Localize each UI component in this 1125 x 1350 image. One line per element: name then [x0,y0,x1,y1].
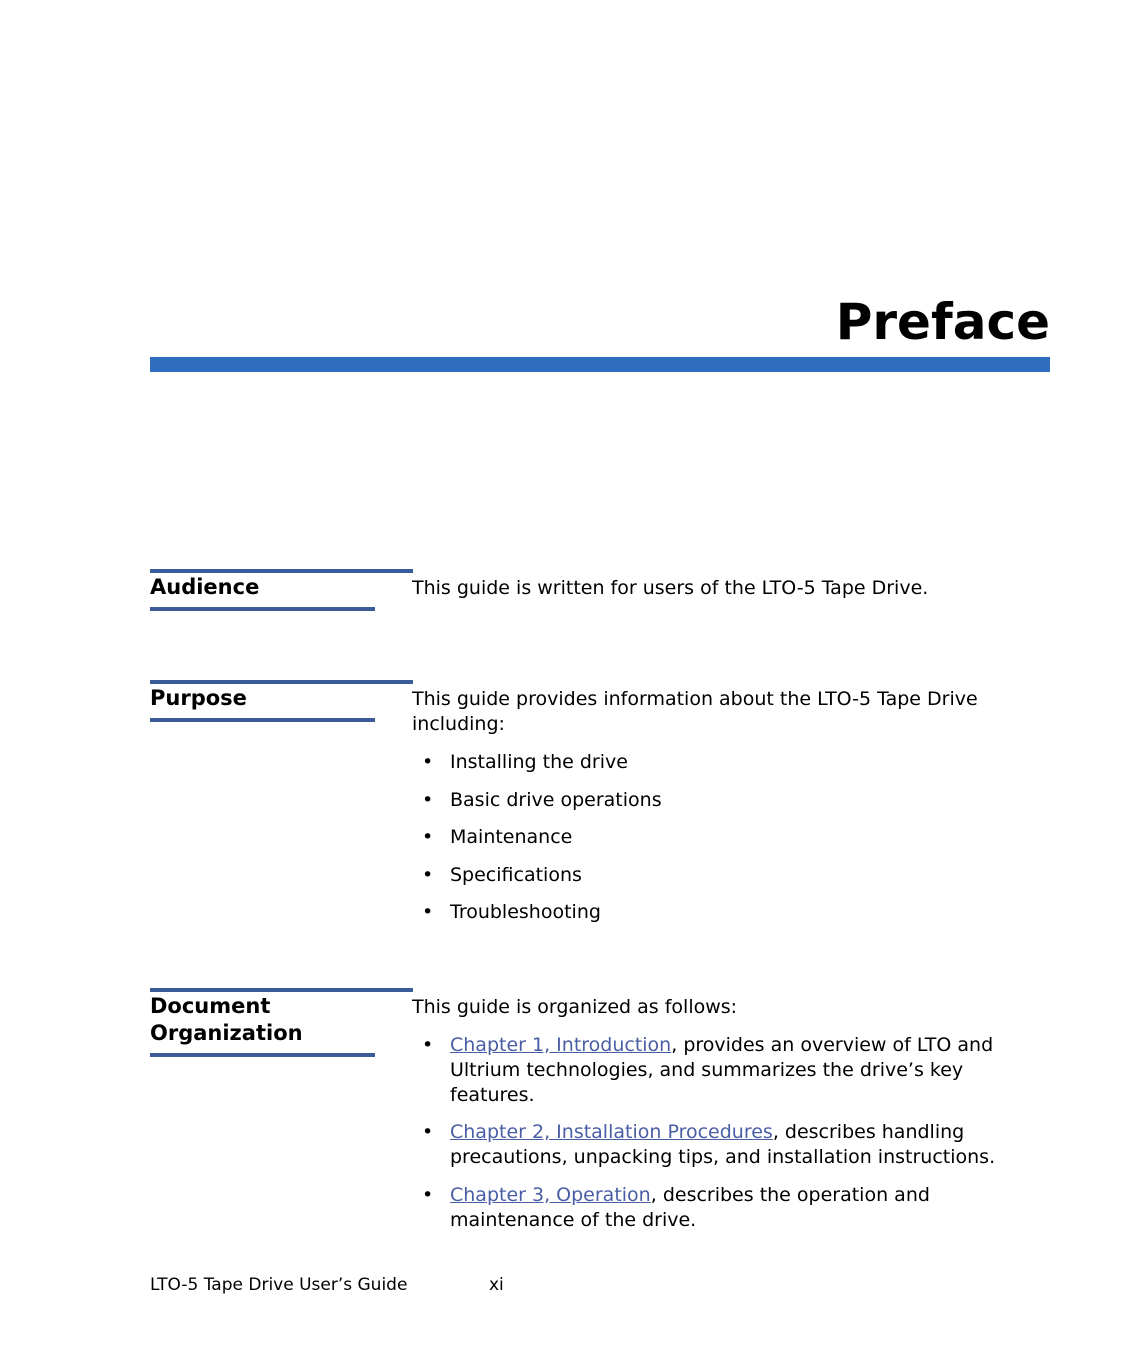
purpose-heading: Purpose [150,686,247,710]
bullet-icon: • [422,901,434,923]
title-bar [150,357,1050,372]
list-item-text: , describes the operation and maintenance of the drive. [450,1183,930,1231]
organization-body [412,995,1052,1233]
list-item-text: , describes handling precautions, unpacking tips, and installation instructions. [450,1121,996,1168]
purpose-list [412,750,1052,925]
list-item [412,1183,1052,1233]
list-item [412,825,1052,850]
audience-top-rule [150,569,413,573]
list-item-text: Basic drive operations [450,788,662,811]
list-item [412,1033,1052,1108]
list-item [412,1120,1052,1170]
list-item-text: Installing the drive [450,751,628,773]
organization-heading-line2: Organization [150,1021,303,1045]
organization-list [412,1033,1052,1233]
organization-top-rule [150,988,413,992]
bullet-icon: • [422,1183,434,1206]
audience-body [412,576,1052,601]
footer-page-number: xi [489,1275,504,1295]
purpose-intro: This guide provides information about the LTO-5 Tape Drive including: [412,688,978,735]
list-item-text: , provides an overview of LTO and Ultrium technologies, and summarizes the drive’s key features. [450,1033,994,1106]
audience-bottom-rule [150,607,375,611]
bullet-icon: • [422,863,434,886]
audience-text: This guide is written for users of the LTO-5 Tape Drive. [412,577,929,599]
purpose-body [412,687,1052,925]
page-title: Preface [835,293,1050,351]
chapter-3-link[interactable]: Chapter 3, Operation [450,1183,651,1206]
bullet-icon: • [422,788,434,811]
bullet-icon: • [422,751,434,773]
footer-title: LTO-5 Tape Drive User’s Guide [150,1275,408,1295]
organization-intro: This guide is organized as follows: [412,996,738,1018]
list-item-text: Troubleshooting [450,901,601,923]
organization-heading [150,993,303,1047]
list-item [412,863,1052,888]
bullet-icon: • [422,1121,434,1143]
organization-bottom-rule [150,1053,375,1057]
list-item [412,788,1052,813]
chapter-1-link[interactable]: Chapter 1, Introduction [450,1033,672,1056]
list-item-text: Specifications [450,863,582,886]
list-item [412,900,1052,925]
bullet-icon: • [422,1033,434,1056]
bullet-icon: • [422,826,434,848]
chapter-2-link[interactable]: Chapter 2, Installation Procedures [450,1121,773,1143]
purpose-bottom-rule [150,718,375,722]
organization-heading-line1: Document [150,994,271,1018]
list-item [412,750,1052,775]
list-item-text: Maintenance [450,826,573,848]
audience-heading: Audience [150,575,260,599]
purpose-top-rule [150,680,413,684]
